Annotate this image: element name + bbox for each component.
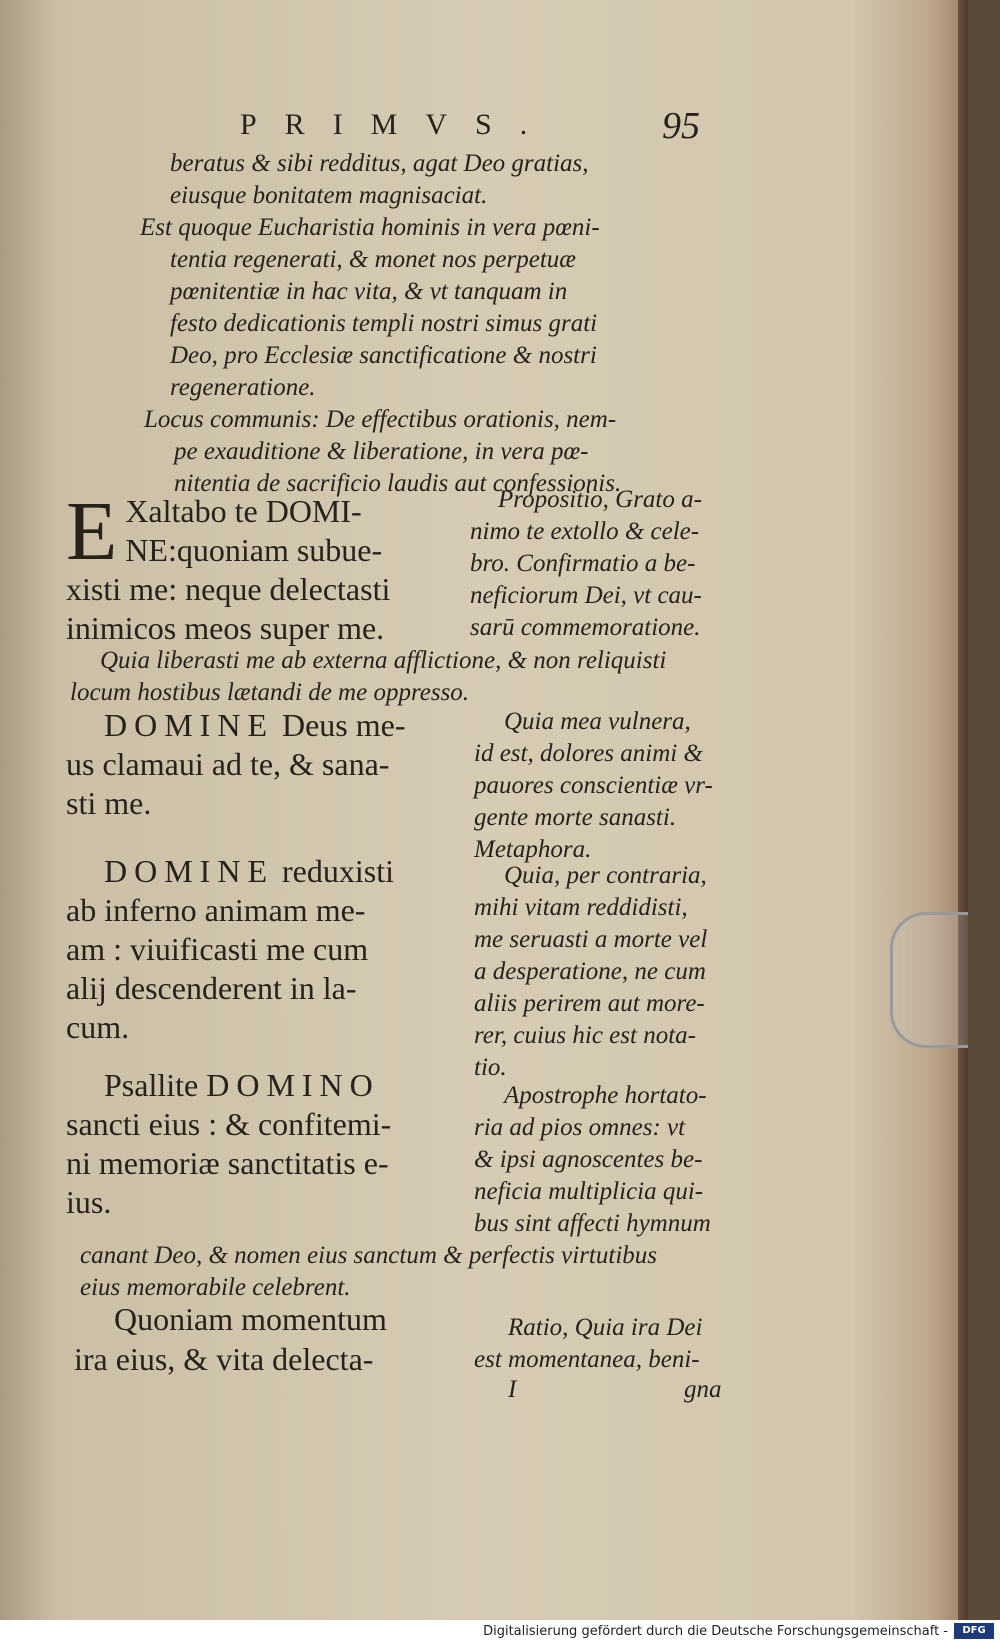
verse-1-line-1: Xaltabo te DOMI- xyxy=(125,493,362,529)
verse-2-line-1: DOMINE Deus me- xyxy=(104,707,406,743)
gloss-4-line-5: bus sint affecti hymnum xyxy=(474,1210,711,1237)
verse-5-line-1: Quoniam momentum xyxy=(114,1301,387,1337)
book-edge xyxy=(958,0,968,1620)
verse-3-line-1: DOMINE reduxisti xyxy=(104,853,394,889)
gloss-3-line-6: rer, cuius hic est nota- xyxy=(474,1022,696,1049)
gloss-4-line-4: neficia multiplicia qui- xyxy=(474,1178,704,1205)
gloss-3-line-4: a desperatione, ne cum xyxy=(474,958,706,985)
gloss-2-line-5: Metaphora. xyxy=(474,836,592,863)
verse-1-line-3: xisti me: neque delectasti xyxy=(66,571,391,607)
gloss-2-line-1: Quia mea vulnera, xyxy=(504,708,691,735)
intro-line-9: Locus communis: De effectibus orationis, nem- xyxy=(144,406,617,433)
intro-line-3: Est quoque Eucharistia hominis in vera pœni- xyxy=(140,214,600,241)
gloss-1-line-5: sarū commemoratione. xyxy=(470,614,701,641)
running-title: PRIMVS. xyxy=(240,108,556,141)
gloss-1-cont-1: Quia liberasti me ab externa afflictione, & non reliquisti xyxy=(100,647,667,674)
verse-2-line-2: us clamaui ad te, & sana- xyxy=(66,746,390,782)
drop-cap: E xyxy=(66,485,118,578)
intro-line-6: festo dedicationis templi nostri simus grati xyxy=(170,310,598,337)
gloss-4-line-2: ria ad pios omnes: vt xyxy=(474,1114,686,1141)
page-number: 95 xyxy=(662,105,700,147)
gloss-5-line-2: est momentanea, beni- xyxy=(474,1346,700,1373)
verse-3-line-4: alij descenderent in la- xyxy=(66,970,357,1006)
dfg-logo: DFG xyxy=(954,1623,994,1639)
catchword: gna xyxy=(684,1376,722,1403)
verse-5-line-2: ira eius, & vita delecta- xyxy=(74,1341,374,1377)
gloss-3-line-1: Quia, per contraria, xyxy=(504,862,707,889)
verse-1-line-4: inimicos meos super me. xyxy=(66,610,385,646)
gloss-1-line-4: neficiorum Dei, vt cau- xyxy=(470,582,702,609)
intro-line-8: regeneratione. xyxy=(170,374,316,401)
verse-4-line-4: ius. xyxy=(66,1184,112,1220)
gloss-1-cont-2: locum hostibus lætandi de me oppresso. xyxy=(70,679,470,706)
page-clip xyxy=(890,912,968,1048)
verse-4-line-3: ni memoriæ sanctitatis e- xyxy=(66,1145,389,1181)
gloss-4-line-1: Apostrophe hortato- xyxy=(504,1082,707,1109)
signature-mark: I xyxy=(508,1376,517,1403)
gloss-1-line-1: Propositio, Grato a- xyxy=(498,486,702,513)
verse-3-line-3: am : viuificasti me cum xyxy=(66,931,369,967)
verse-1 xyxy=(66,485,446,578)
verse-2-line-3: sti me. xyxy=(66,785,152,821)
intro-line-2: eiusque bonitatem magnisaciat. xyxy=(170,182,488,209)
intro-line-5: pœnitentiæ in hac vita, & vt tanquam in xyxy=(170,278,568,305)
verse-3-line-5: cum. xyxy=(66,1009,130,1045)
gloss-3-line-3: me seruasti a morte vel xyxy=(474,926,708,953)
verse-4-line-2: sancti eius : & confitemi- xyxy=(66,1106,392,1142)
footer-credit: Digitalisierung gefördert durch die Deutsche Forschungsgemeinschaft - xyxy=(483,1624,948,1639)
intro-line-11: nitentia de sacrificio laudis aut confessionis. xyxy=(174,470,622,497)
gloss-3-line-2: mihi vitam reddidisti, xyxy=(474,894,688,921)
gloss-4-cont-1: canant Deo, & nomen eius sanctum & perfectis virtutibus xyxy=(80,1242,658,1269)
gloss-3-line-5: aliis perirem aut more- xyxy=(474,990,705,1017)
gloss-2-line-3: pauores conscientiæ vr- xyxy=(474,772,713,799)
verse-4-line-1: Psallite DOMINO xyxy=(104,1067,380,1103)
gloss-5-line-1: Ratio, Quia ira Dei xyxy=(508,1314,703,1341)
gloss-3-line-7: tio. xyxy=(474,1054,507,1081)
gloss-1-line-2: nimo te extollo & cele- xyxy=(470,518,700,545)
gloss-2-line-2: id est, dolores animi & xyxy=(474,740,703,767)
intro-line-10: pe exauditione & liberatione, in vera pœ- xyxy=(174,438,589,465)
verse-3-line-2: ab inferno animam me- xyxy=(66,892,366,928)
gloss-2-line-4: gente morte sanasti. xyxy=(474,804,677,831)
verse-1-line-2: NE:quoniam subue- xyxy=(125,532,383,568)
gloss-1-line-3: bro. Confirmatio a be- xyxy=(470,550,696,577)
gloss-4-line-3: & ipsi agnoscentes be- xyxy=(474,1146,703,1173)
intro-line-7: Deo, pro Ecclesiæ sanctificatione & nostri xyxy=(170,342,597,369)
intro-line-4: tentia regenerati, & monet nos perpetuæ xyxy=(170,246,576,273)
intro-line-1: beratus & sibi redditus, agat Deo gratias, xyxy=(170,150,589,177)
gloss-4-cont-2: eius memorabile celebrent. xyxy=(80,1274,351,1301)
